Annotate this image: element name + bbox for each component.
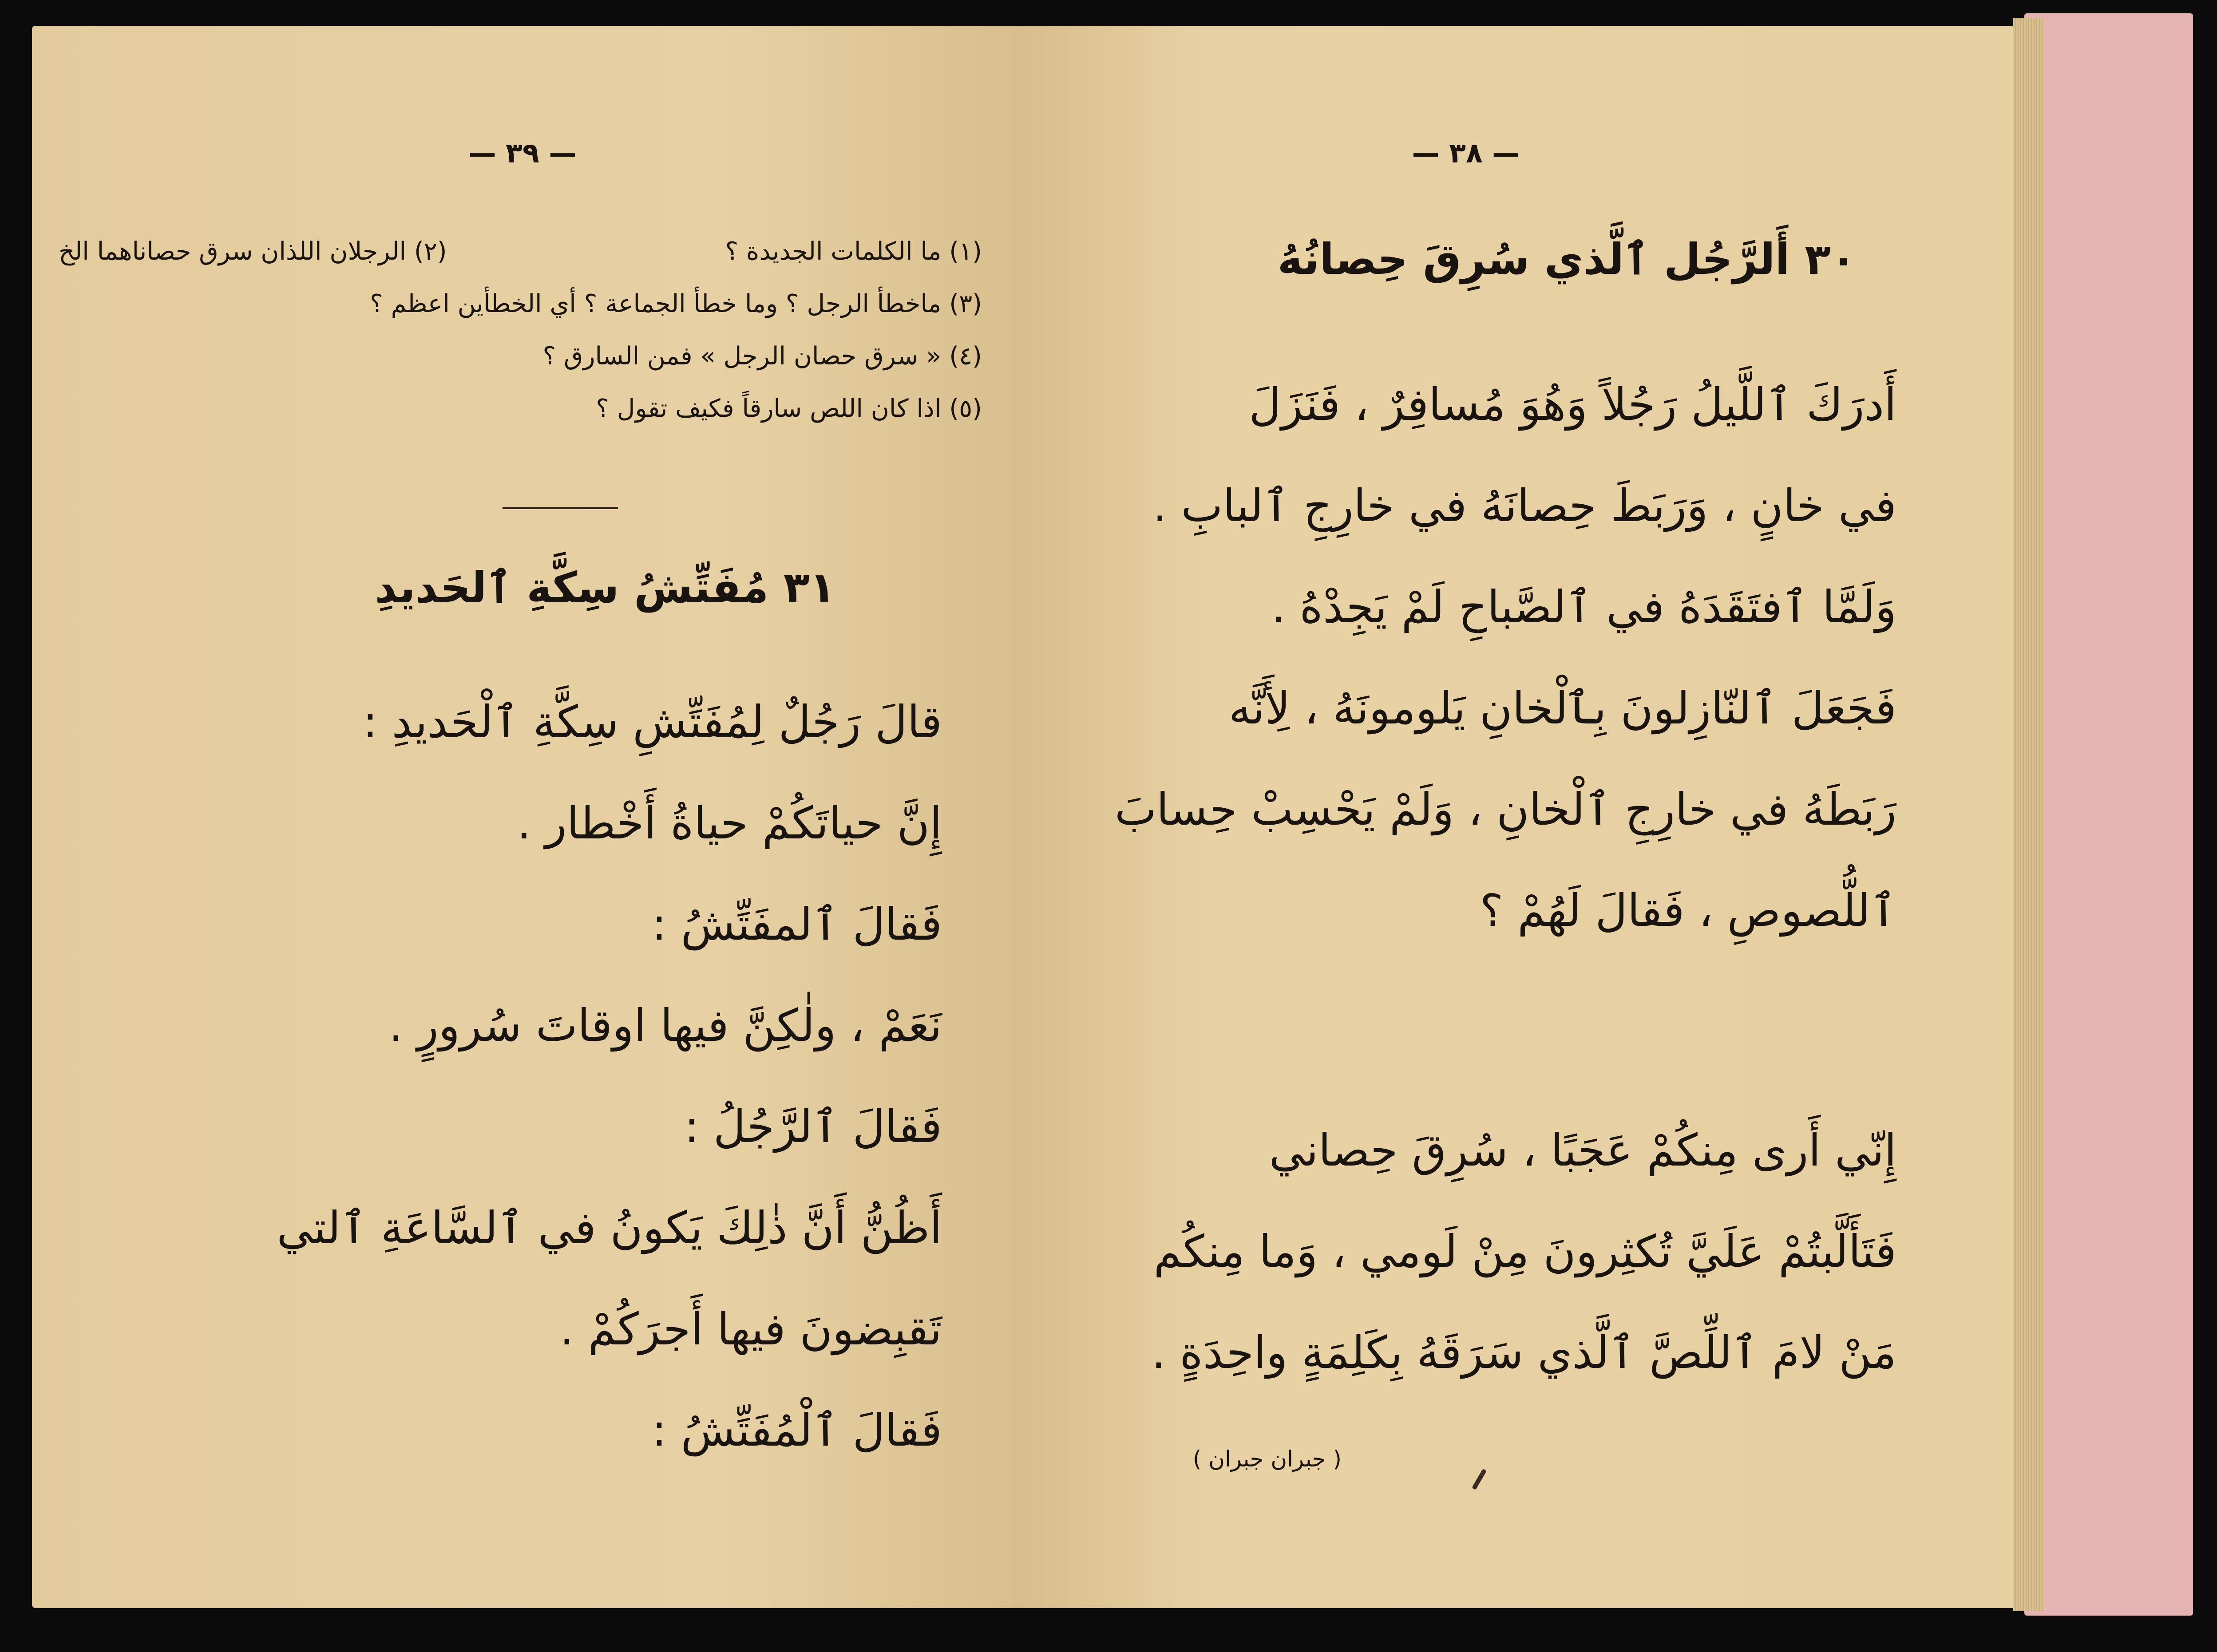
body-line: فَقالَ ٱلْمُفَتِّشُ : — [652, 1404, 942, 1456]
question-5: (٥) اذا كان اللص سارقاً فكيف تقول ؟ — [596, 394, 982, 423]
question-2: (٢) الرجلان اللذان سرق حصاناهما الخ — [59, 237, 447, 266]
body-line: مَنْ لامَ ٱللِّصَّ ٱلَّذي سَرَقَهُ بِكَلِمَةٍ واحِدَةٍ . — [1151, 1327, 1896, 1379]
body-line: تَقبِضونَ فيها أَجرَكُمْ . — [559, 1303, 942, 1355]
pen-mark — [1472, 1469, 1487, 1490]
body-line: رَبَطَهُ في خارِجِ ٱلْخانِ ، وَلَمْ يَحْسِبْ حِسابَ — [1114, 783, 1896, 835]
body-line: نَعَمْ ، ولٰكِنَّ فيها اوقاتَ سُرورٍ . — [388, 1000, 942, 1051]
left-page — [32, 26, 1013, 1608]
question-1: (١) ما الكلمات الجديدة ؟ — [725, 237, 982, 266]
body-line: ٱللُّصوصِ ، فَقالَ لَهُمْ ؟ — [1480, 885, 1896, 937]
page-edges — [2013, 18, 2044, 1611]
body-line: فَقالَ ٱلرَّجُلُ : — [684, 1101, 942, 1153]
lesson-31-body — [99, 672, 942, 1481]
lesson-30-paragraph-2 — [1031, 1100, 1896, 1403]
pink-back-sheet — [2024, 13, 2193, 1616]
question-3: (٣) ماخطأ الرجل ؟ وما خطأ الجماعة ؟ أي الخطأين اعظم ؟ — [370, 289, 982, 318]
author-credit: ( جبران جبران ) — [1192, 1446, 1342, 1472]
lesson-31-title: ٣١ مُفَتِّشُ سِكَّةِ ٱلحَديدِ — [375, 563, 835, 613]
body-line: فَقالَ ٱلمفَتِّشُ : — [652, 898, 942, 950]
body-line: في خانٍ ، وَرَبَطَ حِصانَهُ في خارِجِ ٱلبابِ . — [1152, 480, 1896, 532]
question-4: (٤) « سرق حصان الرجل » فمن السارق ؟ — [542, 342, 982, 371]
question-row-1 — [59, 225, 982, 278]
exercise-questions — [59, 225, 982, 435]
right-page — [1013, 26, 2030, 1608]
lesson-30-title: ٣٠ أَلرَّجُل ٱلَّذي سُرِقَ حِصانُهُ — [1277, 234, 1857, 284]
lesson-30-paragraph-1 — [1031, 354, 1896, 961]
body-line: إِنّي أَرى مِنكُمْ عَجَبًا ، سُرِقَ حِصاني — [1269, 1124, 1896, 1176]
body-line: أَظُنُّ أَنَّ ذٰلِكَ يَكونُ في ٱلسَّاعَةِ ٱلتي — [277, 1202, 942, 1254]
page-number-38: — ٣٨ — — [1412, 137, 1520, 169]
page-number-39: — ٣٩ — — [468, 137, 577, 169]
body-line: قالَ رَجُلٌ لِمُفَتِّشِ سِكَّةِ ٱلْحَديدِ : — [363, 696, 942, 748]
section-divider — [503, 507, 618, 509]
body-line: فَتَأَلَّبتُمْ عَلَيَّ تُكثِرونَ مِنْ لَومي ، وَما مِنكُم — [1153, 1225, 1896, 1277]
body-line: أَدرَكَ ٱللَّيلُ رَجُلاً وَهُوَ مُسافِرٌ ، فَنَزَلَ — [1249, 379, 1896, 431]
body-line: إِنَّ حياتَكُمْ حياةُ أَخْطار . — [517, 797, 942, 849]
body-line: وَلَمَّا ٱفتَقَدَهُ في ٱلصَّباحِ لَمْ يَجِدْهُ . — [1271, 581, 1896, 633]
body-line: فَجَعَلَ ٱلنّازِلونَ بِٱلْخانِ يَلومونَهُ ، لِأَنَّه — [1228, 682, 1896, 734]
